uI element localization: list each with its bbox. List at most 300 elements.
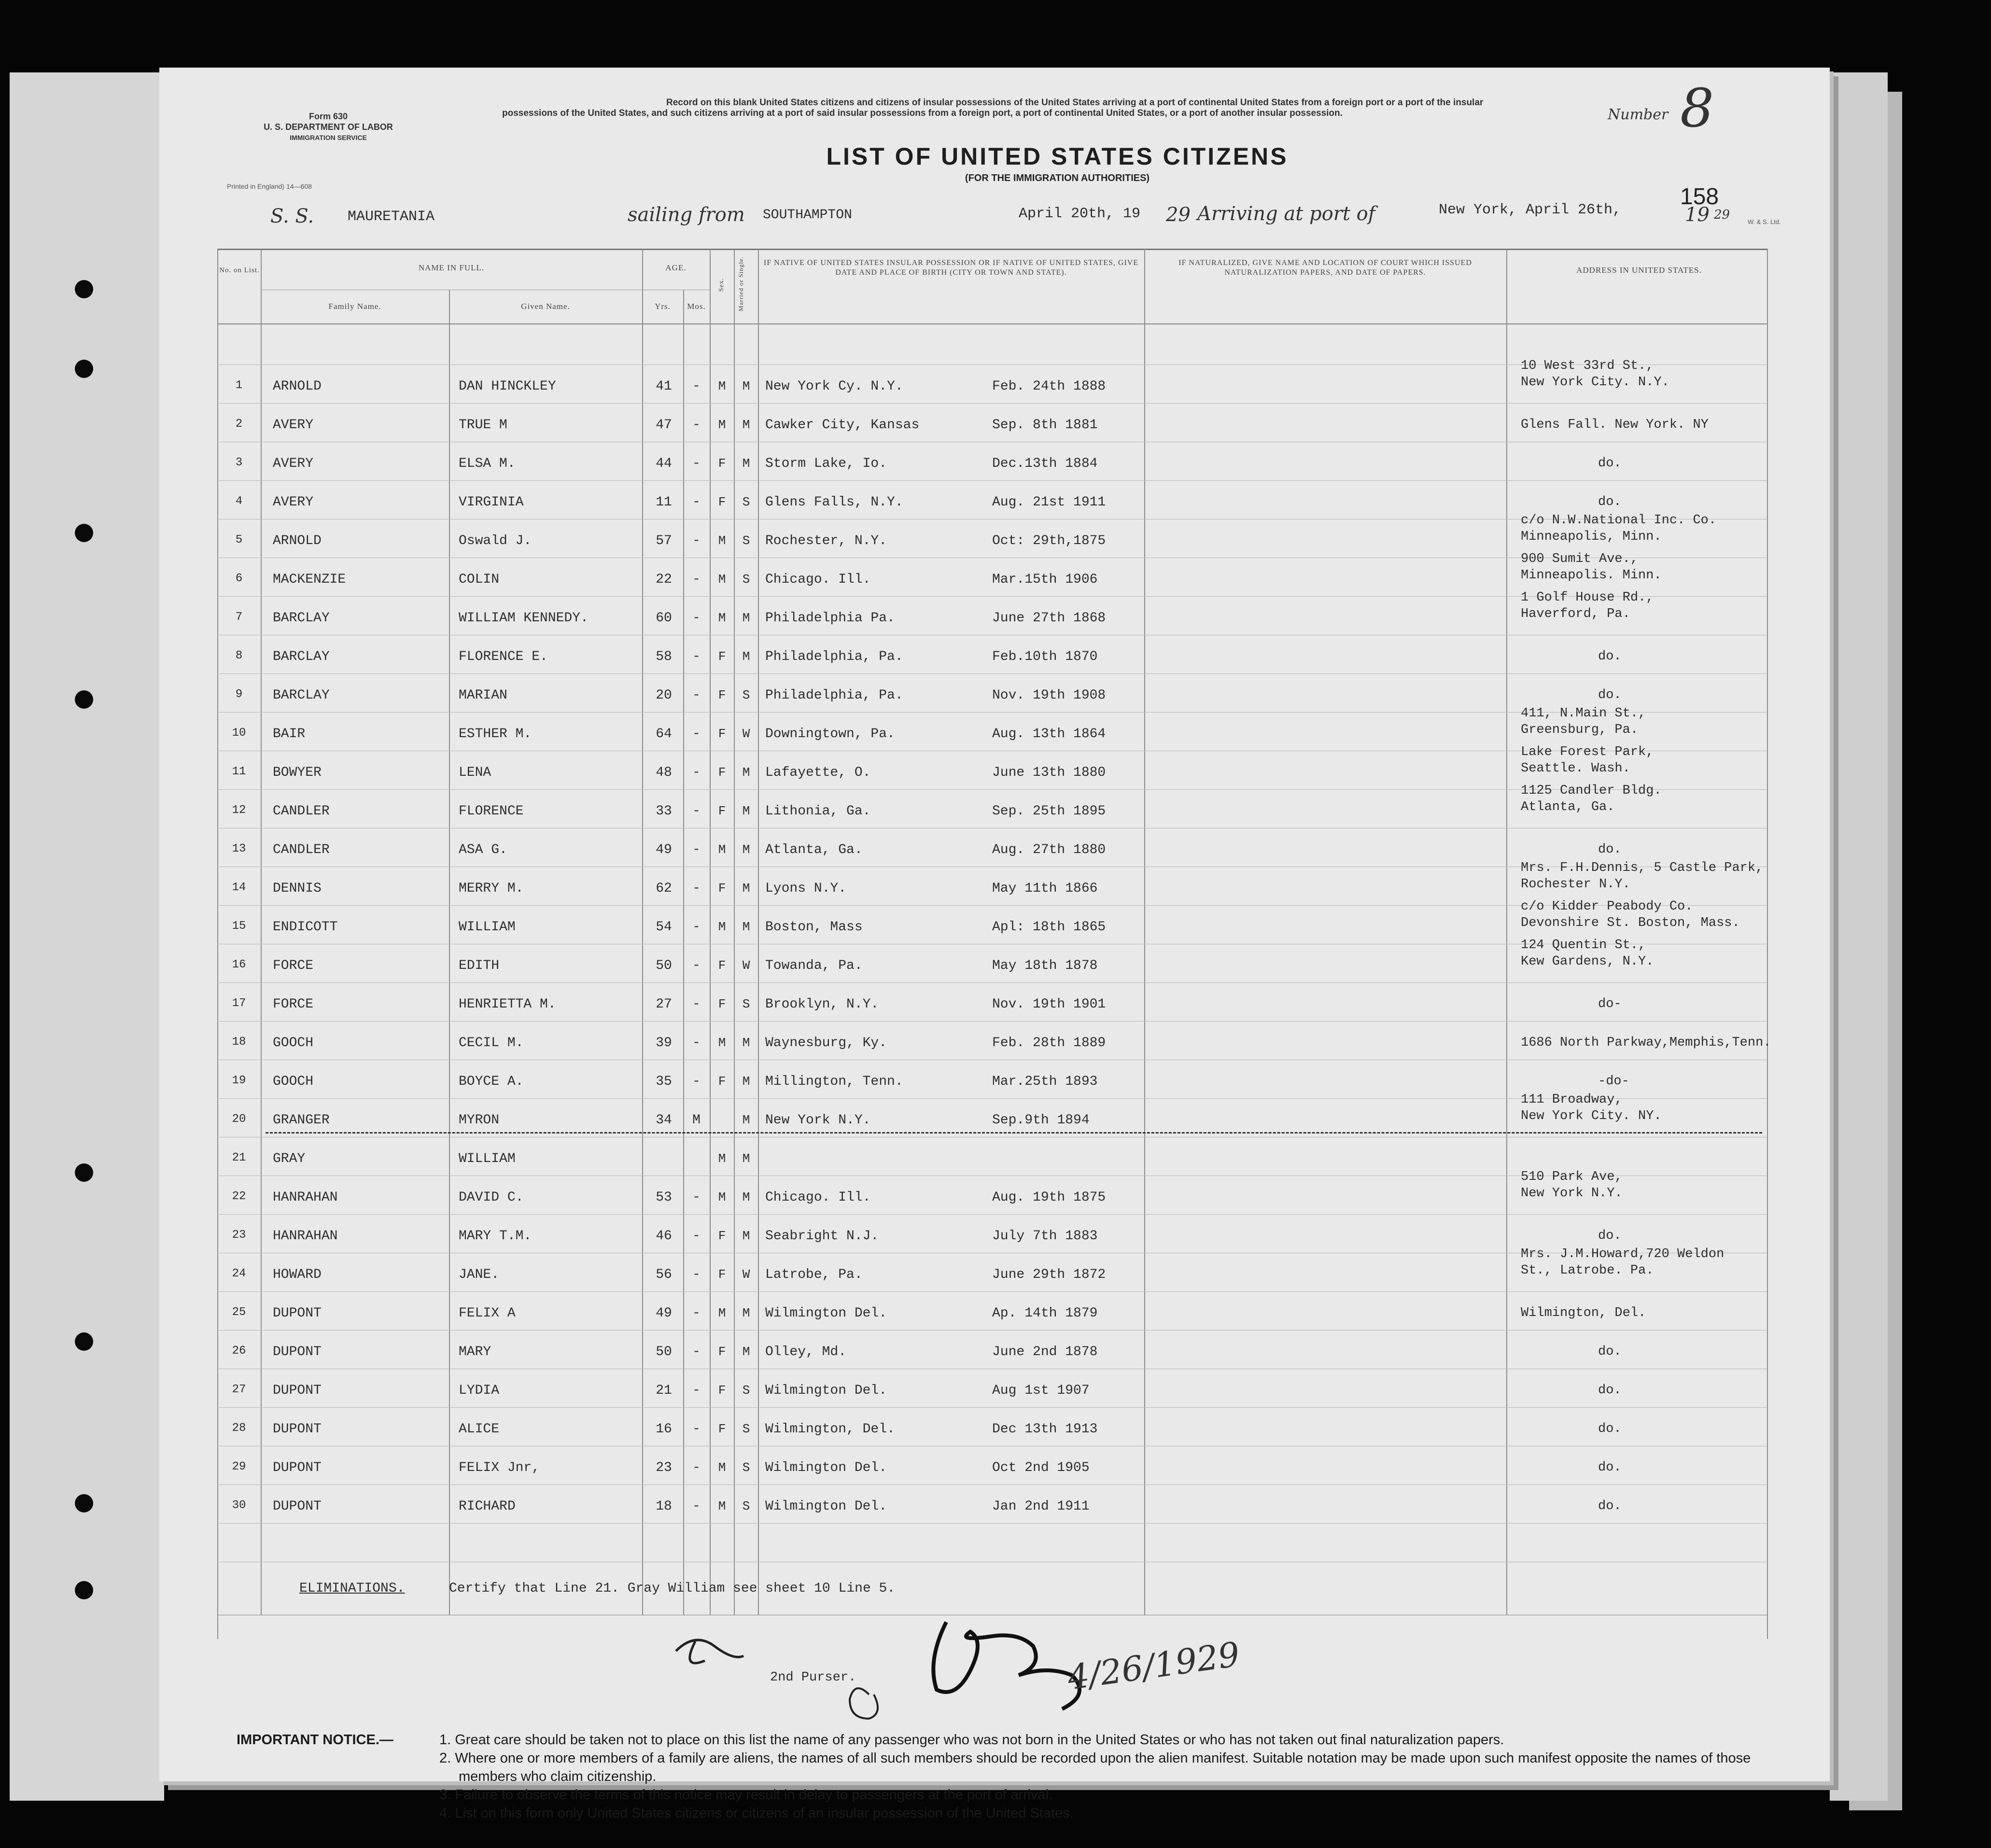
cell-age: 33 [656,804,672,819]
cell-place: Lithonia, Ga. [765,804,871,819]
date-from: April 20th, 19 [1019,206,1141,222]
cell-address-line: 124 Quentin St., [1521,938,1646,952]
row-rule [217,1484,1767,1485]
row-rule [217,1021,1767,1022]
cell-age: 50 [656,1344,672,1359]
cell-address-line: -do- [1598,1074,1629,1089]
page-title: LIST OF UNITED STATES CITIZENS [826,143,1289,170]
arriving-label: Arriving at port of [1197,203,1375,225]
cell-ms: M [742,1036,750,1050]
cell-ms: M [742,1229,750,1243]
cell-address-line: 10 West 33rd St., [1521,359,1654,373]
cell-family: ARNOLD [273,533,322,548]
cell-family: MACKENZIE [273,572,346,587]
cell-date: Aug. 21st 1911 [992,495,1106,510]
cell-given: ALICE [459,1422,500,1437]
cell-ms: W [742,1267,750,1282]
notice-label: IMPORTANT NOTICE.— [237,1732,393,1748]
punch-hole [75,1581,93,1599]
cell-ms: M [742,1190,750,1204]
cell-mos: - [692,727,701,742]
cell-sex: M [718,533,726,548]
cell-age: 64 [656,727,672,742]
cell-given: TRUE M [459,418,507,433]
cell-sex: M [718,1190,726,1204]
cell-family: GRANGER [273,1113,330,1128]
cell-mos: - [692,1460,701,1475]
cell-age: 41 [656,379,672,394]
cell-place: Boston, Mass [765,920,863,935]
cell-address-line: St., Latrobe. Pa. [1521,1263,1654,1278]
cell-given: ASA G. [459,842,507,857]
cell-given: FLORENCE E. [459,649,548,664]
cell-no: 18 [232,1036,246,1049]
cell-ms: M [742,765,750,780]
cell-given: MYRON [459,1113,500,1128]
header-mos: Mos. [687,302,706,311]
cell-address-line: 411, N.Main St., [1521,706,1646,721]
cell-date: Aug. 19th 1875 [992,1190,1106,1205]
underlying-sheet-right-1 [1830,72,1888,1801]
cell-age: 39 [656,1036,672,1050]
cell-address-line: do. [1598,842,1622,857]
row-rule [217,982,1767,983]
cell-age: 22 [656,572,672,587]
cell-ms: W [742,727,750,741]
cell-age: 53 [656,1190,672,1205]
notice-item: 1. Great care should be taken not to place on this list the name of any passenger who was not born in the United States or who has not taken out final naturalization papers. [439,1732,1504,1748]
cell-family: CANDLER [273,804,330,819]
cell-age: 35 [656,1074,672,1089]
port-to: New York, April 26th, [1439,202,1622,218]
cell-address-line: Kew Gardens, N.Y. [1521,954,1654,969]
cell-sex: F [718,1267,726,1282]
cell-date: June 27th 1868 [992,611,1106,626]
cell-given: COLIN [459,572,500,587]
cell-family: ARNOLD [273,379,322,394]
cell-family: DUPONT [273,1460,322,1475]
cell-no: 23 [232,1229,246,1242]
cell-date: Mar.15th 1906 [992,572,1098,587]
cell-age: 44 [656,456,672,471]
cell-no: 4 [235,495,243,508]
signature-date: 4/26/1929 [1065,1634,1242,1698]
punch-hole [75,280,93,298]
cell-address-line: 111 Broadway, [1521,1092,1623,1107]
cell-family: HOWARD [273,1267,322,1282]
cell-address-line: do. [1598,495,1622,509]
cell-address-line: 1686 North Parkway,Memphis,Tenn. [1521,1036,1771,1050]
cell-given: FELIX Jnr, [459,1460,540,1475]
cell-ms: M [742,379,750,393]
cell-address-line: 900 Sumit Ave., [1521,552,1639,566]
cell-family: BOWYER [273,765,322,780]
cell-address-line: Wilmington, Del. [1521,1306,1646,1320]
cell-no: 27 [232,1383,246,1396]
cell-place: New York N.Y. [765,1113,871,1128]
cell-date: June 13th 1880 [992,765,1106,780]
punch-hole [75,524,93,542]
cell-age: 49 [656,1306,672,1321]
col-divider [1506,249,1507,1615]
cell-place: New York Cy. N.Y. [765,379,903,394]
cell-no: 17 [232,997,246,1010]
row-rule [217,480,1767,481]
cell-mos: - [692,1306,701,1321]
cell-place: Philadelphia, Pa. [765,649,903,664]
cell-address-line: New York City. N.Y. [1521,375,1669,390]
cell-family: BARCLAY [273,611,330,626]
cell-no: 30 [232,1499,246,1512]
col-divider [734,249,735,1615]
cell-date: June 29th 1872 [992,1267,1106,1282]
cell-ms: S [742,1460,750,1475]
cell-mos: - [692,688,701,703]
cell-family: HANRAHAN [273,1190,338,1205]
cell-ms: M [742,1306,750,1320]
punch-hole [75,360,93,378]
cell-sex: F [718,727,726,741]
cell-mos: - [692,842,701,857]
cell-family: CANDLER [273,842,330,857]
cell-no: 14 [232,881,246,894]
cell-no: 3 [235,456,243,469]
cell-no: 16 [232,958,246,971]
cell-given: HENRIETTA M. [459,997,556,1012]
cell-family: AVERY [273,418,314,433]
cell-given: DAVID C. [459,1190,524,1205]
cell-sex: M [718,379,726,393]
cell-address-line: Minneapolis. Minn. [1521,568,1662,583]
cell-date: Feb. 28th 1889 [992,1036,1106,1050]
cell-mos: - [692,418,701,433]
cell-address-line: Seattle. Wash. [1521,761,1630,776]
cell-address-line: do. [1598,688,1622,702]
cell-given: MARY T.M. [459,1229,532,1244]
cell-age: 34 [656,1113,672,1128]
cell-date: Nov. 19th 1908 [992,688,1106,703]
cell-place: Seabright N.J. [765,1229,879,1244]
cell-family: FORCE [273,997,314,1012]
cell-date: Sep. 8th 1881 [992,418,1098,433]
cell-sex: F [718,958,726,973]
purser-signature [666,1593,1390,1738]
cell-given: MARY [459,1344,491,1359]
cell-address-line: Rochester N.Y. [1521,877,1630,892]
cell-sex: F [718,765,726,780]
cell-mos: - [692,1344,701,1359]
cell-sex: F [718,688,726,702]
cell-sex: M [718,572,726,587]
cell-date: May 11th 1866 [992,881,1098,896]
header-given: Given Name. [521,302,570,311]
cell-age: 18 [656,1499,672,1514]
cell-family: AVERY [273,456,314,471]
row-rule [217,673,1767,674]
cell-mos: - [692,1229,701,1244]
cell-no: 15 [232,920,246,933]
cell-place: Lafayette, O. [765,765,871,780]
cell-given: WILLIAM [459,1151,516,1166]
col-divider [1767,249,1768,1639]
col-divider [683,290,684,1615]
cell-no: 7 [235,611,243,624]
row-rule [217,1291,1767,1292]
cell-ms: S [742,1383,750,1398]
cell-mos: - [692,920,701,935]
cell-mos: M [692,1113,701,1128]
cell-family: HANRAHAN [273,1229,338,1244]
cell-address-line: Minneapolis, Minn. [1521,530,1662,544]
number-value: 8 [1680,77,1714,139]
cell-family: BAIR [273,727,306,742]
row-rule [217,403,1767,404]
cell-address-line: do- [1598,997,1622,1011]
cell-mos: - [692,1267,701,1282]
cell-no: 1 [235,379,243,392]
underlying-sheet-left [10,72,164,1801]
cell-family: DENNIS [273,881,322,896]
cell-place: Chicago. Ill. [765,572,871,587]
department: U. S. DEPARTMENT OF LABOR [264,122,393,132]
cell-mos: - [692,1036,701,1050]
cell-sex: M [718,1036,726,1050]
cell-address-line: do. [1598,456,1622,471]
cell-sex: F [718,1229,726,1243]
cell-date: Feb.10th 1870 [992,649,1098,664]
cell-ms: S [742,572,750,587]
cell-no: 19 [232,1074,246,1087]
cell-mos: - [692,649,701,664]
cell-place: Wilmington Del. [765,1306,887,1321]
cell-sex: F [718,1074,726,1089]
cell-sex: M [718,920,726,934]
cell-given: EDITH [459,958,500,973]
cell-family: DUPONT [273,1499,322,1514]
cell-given: Oswald J. [459,533,532,548]
cell-mos: - [692,1383,701,1398]
cell-family: DUPONT [273,1344,322,1359]
cell-ms: M [742,611,750,625]
cell-ms: M [742,456,750,471]
cell-age: 62 [656,881,672,896]
cell-place: Towanda, Pa. [765,958,863,973]
cell-ms: M [742,1344,750,1359]
cell-place: Storm Lake, Io. [765,456,887,471]
year-from: 29 [1166,204,1191,226]
initials-stroke [676,1640,743,1663]
cell-address-line: Atlanta, Ga. [1521,800,1615,814]
page-subtitle: (FOR THE IMMIGRATION AUTHORITIES) [965,173,1150,183]
cell-age: 58 [656,649,672,664]
header-naturalized: IF NATURALIZED, GIVE NAME AND LOCATION OF COURT WHICH ISSUED NATURALIZATION PAPERS, AND DATE OF PAPERS. [1178,259,1472,277]
cell-age: 54 [656,920,672,935]
cell-given: CECIL M. [459,1036,524,1050]
cell-date: Aug. 13th 1864 [992,727,1106,742]
cell-place: Latrobe, Pa. [765,1267,863,1282]
cell-ms: M [742,881,750,896]
cell-place: Olley, Md. [765,1344,847,1359]
cell-place: Wilmington Del. [765,1383,887,1398]
cell-date: May 18th 1878 [992,958,1098,973]
cell-mos: - [692,533,701,548]
cell-family: DUPONT [273,1383,322,1398]
cell-address-line: do. [1598,1383,1622,1398]
cell-place: Cawker City, Kansas [765,418,920,433]
cell-date: June 2nd 1878 [992,1344,1098,1359]
cell-family: GOOCH [273,1074,314,1089]
cell-place: Wilmington, Del. [765,1422,895,1437]
cell-ms: W [742,958,750,973]
col-divider [261,249,262,1615]
cell-ms: S [742,1422,750,1436]
cell-date: Aug 1st 1907 [992,1383,1090,1398]
sailing-label: sailing from [628,204,745,226]
cell-sex: M [718,418,726,432]
cell-sex: M [718,842,726,857]
col-divider [1144,249,1145,1615]
cell-family: GRAY [273,1151,306,1166]
cell-date: Oct: 29th,1875 [992,533,1106,548]
cell-mos: - [692,1074,701,1089]
year-to: 29 [1714,208,1730,222]
cell-sex: F [718,1422,726,1436]
cell-family: BARCLAY [273,688,330,703]
notice-item: 2. Where one or more members of a family are aliens, the names of all such members should be recorded upon the alien manifest. Suitable notation may be made upon such manifest opposite the names of those members who claim citizenship. [439,1750,1751,1784]
cell-address-line: do. [1598,1344,1622,1359]
header-age: AGE. [665,263,687,272]
cell-address-line: Haverford, Pa. [1521,607,1630,621]
cell-family: AVERY [273,495,314,510]
printer-mark: W. & S. Ltd. [1748,218,1781,225]
cell-family: ENDICOTT [273,920,338,935]
signature-stroke [933,1622,1080,1709]
cell-given: FLORENCE [459,804,524,819]
cell-address-line: c/o N.W.National Inc. Co. [1521,513,1717,528]
cell-place: Glens Falls, N.Y. [765,495,903,510]
cell-age: 46 [656,1229,672,1244]
cell-no: 10 [232,727,246,740]
cell-given: WILLIAM KENNEDY. [459,611,589,626]
number-label: Number [1608,106,1669,123]
cell-place: Chicago. Ill. [765,1190,871,1205]
important-notice [237,1731,1781,1821]
eliminations-label: ELIMINATIONS. [299,1581,405,1596]
col-divider [758,249,759,1615]
cell-no: 29 [232,1460,246,1473]
cell-place: Waynesburg, Ky. [765,1036,887,1050]
header-no: No. on List. [219,266,260,274]
cell-given: MARIAN [459,688,507,703]
cell-address-line: do. [1598,1422,1622,1436]
notice-item: 4. List on this form only United States citizens or citizens of an insular possession of the United States. [439,1806,1074,1821]
cell-address-line: 510 Park Ave, [1521,1170,1623,1184]
cell-sex: F [718,997,726,1011]
cell-no: 22 [232,1190,246,1203]
cell-mos: - [692,495,701,510]
notice-item: 3. Failure to observe the terms of this notice may result in delay to passengers at the port of arrival. [439,1787,1053,1803]
cell-given: FELIX A [459,1306,516,1321]
cell-address-line: Mrs. F.H.Dennis, 5 Castle Park, [1521,861,1764,875]
cell-age: 20 [656,688,672,703]
cell-date: Nov. 19th 1901 [992,997,1106,1012]
cell-no: 9 [235,688,243,701]
cell-ms: M [742,1074,750,1089]
cell-address-line: do. [1598,649,1622,664]
cell-ms: M [742,1151,750,1166]
cell-address-line: Greensburg, Pa. [1521,723,1639,737]
cell-age: 50 [656,958,672,973]
cell-given: VIRGINIA [459,495,524,510]
cell-no: 20 [232,1113,246,1126]
cell-date: Feb. 24th 1888 [992,379,1106,394]
cell-family: DUPONT [273,1306,322,1321]
cell-ms: S [742,533,750,548]
cell-address-line: New York N.Y. [1521,1186,1623,1201]
cell-mos: - [692,456,701,471]
cell-age: 57 [656,533,672,548]
cell-given: MERRY M. [459,881,524,896]
col-divider [642,249,643,1615]
cell-age: 56 [656,1267,672,1282]
cell-sex: F [718,881,726,896]
cell-mos: - [692,804,701,819]
cell-given: ESTHER M. [459,727,532,742]
punch-hole [75,1163,93,1182]
col-divider [449,290,450,1615]
cell-address-line: do. [1598,1499,1622,1513]
cell-no: 12 [232,804,246,817]
row-rule [217,1407,1767,1408]
cell-address-line: 1 Golf House Rd., [1521,590,1654,605]
cell-mos: - [692,611,701,626]
cell-sex: M [718,1460,726,1475]
cell-mos: - [692,379,701,394]
cell-age: 16 [656,1422,672,1437]
cell-address-line: Glens Fall. New York. NY [1521,418,1709,432]
punch-hole [75,1494,93,1512]
cell-ms: S [742,495,750,509]
cell-place: Philadelphia Pa. [765,611,895,626]
year-to-prefix: 19 [1685,204,1710,226]
header-sex: Sex. [718,278,725,292]
cell-age: 49 [656,842,672,857]
cell-date: Oct 2nd 1905 [992,1460,1090,1475]
cell-address-line: do. [1598,1229,1622,1243]
cell-sex: M [718,1499,726,1513]
cell-ms: S [742,997,750,1011]
cell-ms: S [742,1499,750,1513]
cell-date: July 7th 1883 [992,1229,1098,1244]
cell-ms: M [742,649,750,664]
cell-place: Millington, Tenn. [765,1074,903,1089]
cell-address-line: Lake Forest Park, [1521,745,1654,759]
cell-no: 5 [235,533,243,546]
cell-place: Atlanta, Ga. [765,842,863,857]
cell-address-line: 1125 Candler Bldg. [1521,784,1662,798]
punch-hole [75,1332,93,1351]
cell-given: WILLIAM [459,920,516,935]
cell-ms: M [742,842,750,857]
cell-place: Lyons N.Y. [765,881,847,896]
cell-sex: M [718,1306,726,1320]
cell-no: 13 [232,842,246,855]
cell-age: 60 [656,611,672,626]
form-header-left [256,111,401,143]
cell-place: Philadelphia, Pa. [765,688,903,703]
cell-family: BARCLAY [273,649,330,664]
cell-sex: F [718,649,726,664]
